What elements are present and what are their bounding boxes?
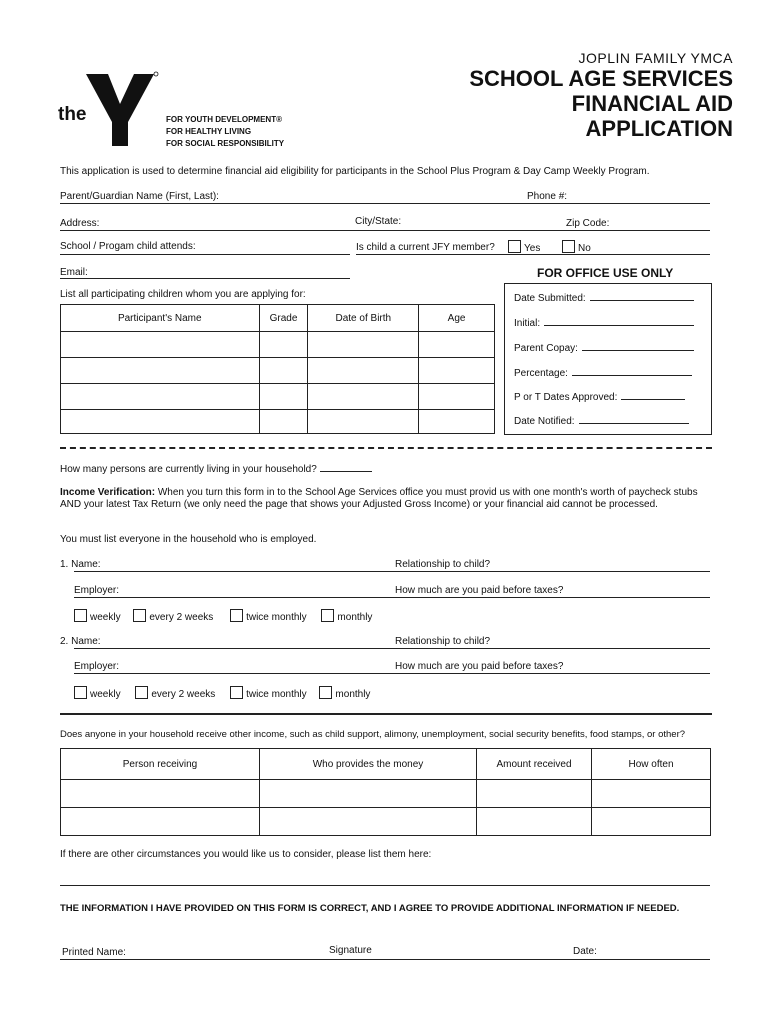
- title-line-1: SCHOOL AGE SERVICES: [469, 66, 733, 91]
- section-divider: [60, 713, 712, 715]
- freq-monthly[interactable]: monthly: [321, 612, 372, 623]
- email-label: Email:: [60, 267, 88, 278]
- office-item: Date Notified:: [514, 416, 689, 427]
- page-header: [413, 50, 733, 141]
- tagline-3: FOR SOCIAL RESPONSIBILITY: [166, 139, 285, 148]
- table-row[interactable]: [61, 410, 495, 434]
- office-item: Parent Copay:: [514, 343, 694, 354]
- no-checkbox[interactable]: [562, 240, 575, 253]
- office-box: [504, 283, 712, 435]
- date-label: Date:: [573, 946, 597, 957]
- list-children-label: List all participating children whom you are applying for:: [60, 289, 306, 300]
- employee-1-employer-label: Employer:: [74, 585, 120, 596]
- table-row[interactable]: [61, 384, 495, 410]
- freq-weekly[interactable]: weekly: [74, 612, 121, 623]
- col-how-often: How often: [592, 749, 711, 780]
- certification-text: THE INFORMATION I HAVE PROVIDED ON THIS FORM IS CORRECT, AND I AGREE TO PROVIDE ADDITIONAL INFORMATION IF NEEDED.: [60, 903, 680, 914]
- no-label: No: [578, 243, 591, 254]
- office-item: Date Submitted:: [514, 293, 694, 304]
- member-yes: [508, 240, 540, 254]
- ymca-logo: [58, 70, 168, 150]
- intro-text: This application is used to determine financial aid eligibility for participants in the School Plus Program & Day Camp Weekly Program.: [60, 166, 650, 177]
- title-line-3: APPLICATION: [585, 116, 733, 141]
- signature-line[interactable]: [60, 959, 710, 960]
- employee-1-employer-line[interactable]: [74, 597, 710, 598]
- member-line: [356, 254, 710, 255]
- employee-2-paid-label: How much are you paid before taxes?: [395, 661, 564, 672]
- children-table: [60, 304, 495, 434]
- logo-taglines: [166, 114, 284, 150]
- section-divider: [60, 447, 712, 449]
- parent-name-label: Parent/Guardian Name (First, Last):: [60, 191, 219, 202]
- col-amount: Amount received: [477, 749, 592, 780]
- employee-2-name-label: 2. Name:: [60, 636, 101, 647]
- col-dob: Date of Birth: [308, 305, 419, 332]
- employee-2-relationship-label: Relationship to child?: [395, 636, 491, 647]
- income-verification: [60, 487, 712, 511]
- employee-1-frequency: [74, 609, 372, 623]
- employee-1-name-line[interactable]: [74, 571, 710, 572]
- table-row[interactable]: [61, 358, 495, 384]
- tagline-2: FOR HEALTHY LIVING: [166, 127, 252, 136]
- col-who-provides: Who provides the money: [260, 749, 477, 780]
- school-line[interactable]: [60, 254, 350, 255]
- table-row[interactable]: [61, 808, 711, 836]
- income-label: Income Verification:: [60, 487, 156, 498]
- employee-2-employer-label: Employer:: [74, 661, 120, 672]
- office-item: P or T Dates Approved:: [514, 392, 685, 403]
- table-row[interactable]: [61, 332, 495, 358]
- employee-1-relationship-label: Relationship to child?: [395, 559, 491, 570]
- other-income-table: [60, 748, 711, 836]
- zip-label: Zip Code:: [566, 218, 610, 229]
- office-title: FOR OFFICE USE ONLY: [537, 266, 674, 280]
- freq-weekly[interactable]: weekly: [74, 689, 121, 700]
- other-income-header: [61, 749, 711, 780]
- employee-1-paid-label: How much are you paid before taxes?: [395, 585, 564, 596]
- org-name: JOPLIN FAMILY YMCA: [578, 50, 733, 66]
- address-line[interactable]: [60, 230, 710, 231]
- freq-twice-monthly[interactable]: twice monthly: [230, 689, 307, 700]
- signature-label: Signature: [329, 945, 372, 956]
- city-state-label: City/State:: [355, 216, 402, 227]
- school-label: School / Progam child attends:: [60, 241, 196, 252]
- must-list-text: You must list everyone in the household who is employed.: [60, 534, 317, 545]
- circumstances-line[interactable]: [60, 885, 710, 886]
- col-participant-name: Participant's Name: [61, 305, 260, 332]
- email-line[interactable]: [60, 278, 350, 279]
- col-grade: Grade: [259, 305, 308, 332]
- yes-label: Yes: [524, 243, 541, 254]
- parent-phone-line[interactable]: [60, 203, 710, 204]
- table-row[interactable]: [61, 780, 711, 808]
- other-income-question: Does anyone in your household receive other income, such as child support, alimony, unemployment, social security benefits, food stamps, or other?: [60, 729, 686, 740]
- title-line-2: FINANCIAL AID: [571, 91, 733, 116]
- col-age: Age: [419, 305, 495, 332]
- household-question: How many persons are currently living in your household?: [60, 464, 372, 475]
- employee-2-frequency: [74, 686, 370, 700]
- member-question: Is child a current JFY member?: [356, 242, 495, 253]
- children-table-header: [61, 305, 495, 332]
- yes-checkbox[interactable]: [508, 240, 521, 253]
- address-label: Address:: [60, 218, 100, 229]
- freq-twice-monthly[interactable]: twice monthly: [230, 612, 307, 623]
- col-person-receiving: Person receiving: [61, 749, 260, 780]
- circumstances-label: If there are other circumstances you would like us to consider, please list them here:: [60, 849, 432, 860]
- freq-every-2-weeks[interactable]: every 2 weeks: [133, 612, 213, 623]
- tagline-1: FOR YOUTH DEVELOPMENT®: [166, 115, 282, 124]
- income-text: When you turn this form in to the School Age Services office you must provid us with one month's worth of paycheck stubs AND your latest Tax Return (we only need the page that shows your Adjusted Gross Income) or your financial aid cannot be processed.: [60, 487, 698, 510]
- member-no: [562, 240, 591, 254]
- printed-name-label: Printed Name:: [62, 947, 126, 958]
- employee-2-employer-line[interactable]: [74, 673, 710, 674]
- freq-every-2-weeks[interactable]: every 2 weeks: [135, 689, 215, 700]
- office-item: Initial:: [514, 318, 694, 329]
- freq-monthly[interactable]: monthly: [319, 689, 370, 700]
- employee-2-name-line[interactable]: [74, 648, 710, 649]
- phone-label: Phone #:: [527, 191, 568, 202]
- office-item: Percentage:: [514, 368, 692, 379]
- employee-1-name-label: 1. Name:: [60, 559, 101, 570]
- logo-word: the: [58, 104, 87, 125]
